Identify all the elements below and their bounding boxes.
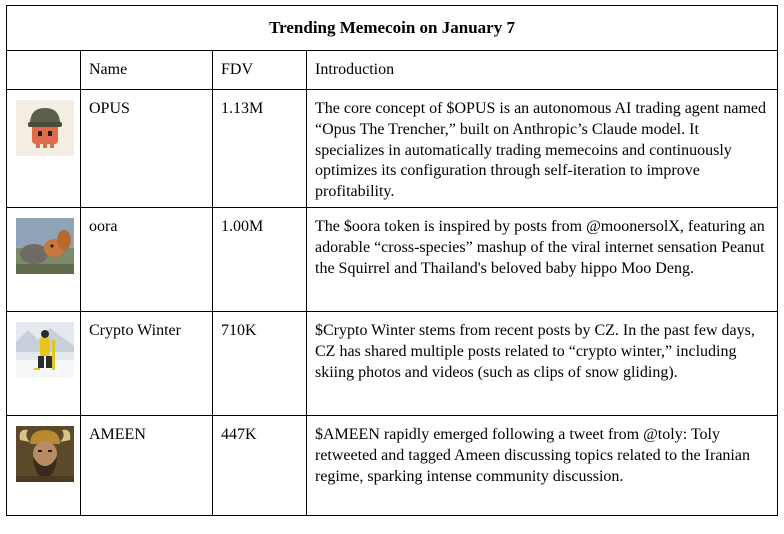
coin-introduction: The core concept of $OPUS is an autonomous AI trading agent named “Opus The Trencher,” built on Anthropic’s Claude model. It specializes in automatically trading memecoins and continuously optimizes its configuration through self-iteration to improve profitability. [307, 90, 778, 208]
table-row [7, 90, 778, 208]
coin-fdv: 1.13M [213, 90, 307, 208]
table-row [7, 311, 778, 415]
coin-name: OPUS [81, 90, 213, 208]
memecoin-table [6, 5, 778, 516]
image-cell [7, 311, 81, 415]
header-name: Name [81, 51, 213, 90]
table-row [7, 415, 778, 515]
opus-robot-avatar-icon [16, 100, 74, 156]
header-introduction: Introduction [307, 51, 778, 90]
header-fdv: FDV [213, 51, 307, 90]
image-cell [7, 90, 81, 208]
warrior-portrait-icon [16, 426, 74, 482]
coin-introduction: $Crypto Winter stems from recent posts by CZ. In the past few days, CZ has shared multiple posts related to “crypto winter,” including skiing photos and videos (such as clips of snow gliding). [307, 311, 778, 415]
image-cell [7, 207, 81, 311]
coin-fdv: 447K [213, 415, 307, 515]
coin-fdv: 1.00M [213, 207, 307, 311]
coin-introduction: $AMEEN rapidly emerged following a tweet from @toly: Toly retweeted and tagged Ameen discussing topics related to the Iranian regime, sparking intense community discussion. [307, 415, 778, 515]
table-title: Trending Memecoin on January 7 [7, 6, 778, 51]
coin-name: AMEEN [81, 415, 213, 515]
header-image [7, 51, 81, 90]
table-header-row [7, 51, 778, 90]
image-cell [7, 415, 81, 515]
coin-introduction: The $oora token is inspired by posts from @moonersolX, featuring an adorable “cross-species” mashup of the viral internet sensation Peanut the Squirrel and Thailand's beloved baby hippo Moo Deng. [307, 207, 778, 311]
table-row [7, 207, 778, 311]
coin-name: oora [81, 207, 213, 311]
squirrel-hippo-photo-icon [16, 218, 74, 274]
coin-fdv: 710K [213, 311, 307, 415]
skier-snow-photo-icon [16, 322, 74, 378]
coin-name: Crypto Winter [81, 311, 213, 415]
